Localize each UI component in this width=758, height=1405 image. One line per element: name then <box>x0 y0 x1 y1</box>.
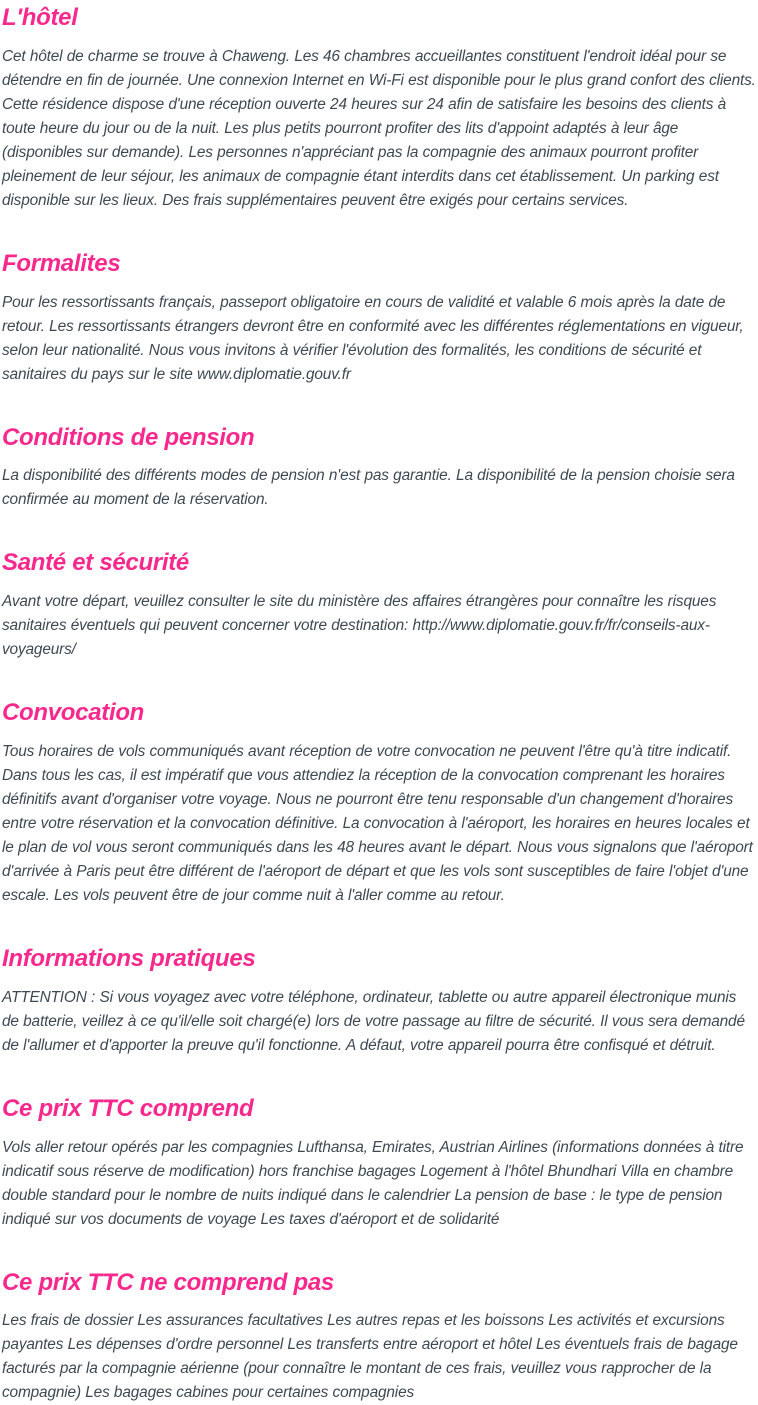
section-body-prix-ttc-ne-comprend-pas: Les frais de dossier Les assurances facultatives Les autres repas et les boissons Les activités et excursions payantes Les dépenses d'ordre personnel Les transferts entre aéroport et hôtel Les éventuels frais de bagage facturés par la compagnie aérienne (pour connaître le montant de ces frais, veuillez vous rapprocher de la compagnie) Les bagages cabines pour certaines compagnies <box>2 1312 738 1402</box>
section-heading-conditions-pension: Conditions de pension <box>2 423 255 451</box>
section-body-formalites: Pour les ressortissants français, passeport obligatoire en cours de validité et valable 6 mois après la date de retour. Les ressortissants étrangers devront être en conformité avec les différentes réglementations en vigueur, selon leur nationalité. Nous vous invitons à vérifier l'évolution des formalités, les conditions de sécurité et sanitaires du pays sur le site www.diplomatie.gouv.fr <box>2 293 744 383</box>
section-prix-ttc-ne-comprend-pas <box>2 1269 756 1405</box>
section-hotel <box>2 4 756 213</box>
section-formalites <box>2 250 756 387</box>
section-heading-hotel: L'hôtel <box>2 4 78 31</box>
section-heading-informations-pratiques: Informations pratiques <box>2 944 256 972</box>
section-heading-formalites: Formalites <box>2 249 121 277</box>
section-body-conditions-pension: La disponibilité des différents modes de pension n'est pas garantie. La disponibilité de la pension choisie sera confirmée au moment de la réservation. <box>2 467 735 509</box>
section-body-convocation: Tous horaires de vols communiqués avant réception de votre convocation ne peuvent l'être qu'à titre indicatif. Dans tous les cas, il est impératif que vous attendiez la réception de la convocation comprenant les horaires définitifs avant d'organiser votre voyage. Nous ne pourront être tenu responsable d'un changement d'horaires entre votre réservation et la convocation définitive. La convocation à l'aéroport, les horaires en heures locales et le plan de vol vous seront communiqués dans les 48 heures avant le départ. Nous vous signalons que l'aéroport d'arrivée à Paris peut être différent de l'aéroport de départ et que les vols sont susceptibles de faire l'objet d'une escale. Les vols peuvent être de jour comme nuit à l'aller comme au retour. <box>2 742 753 904</box>
section-body-informations-pratiques: ATTENTION : Si vous voyagez avec votre téléphone, ordinateur, tablette ou autre appareil électronique munis de batterie, veillez à ce qu'il/elle soit chargé(e) lors de votre passage au filtre de sécurité. Il vous sera demandé de l'allumer et d'apporter la preuve qu'il fonctionne. A défaut, votre appareil pourra être confisqué et détruit. <box>2 988 745 1054</box>
section-conditions-pension <box>2 424 756 513</box>
travel-info-page <box>2 4 756 1405</box>
section-body-sante-securite: Avant votre départ, veuillez consulter le site du ministère des affaires étrangères pour connaître les risques sanitaires éventuels qui peuvent concerner votre destination: http://www.diplomatie.gouv.fr/fr/conseils-aux-voyageurs/ <box>2 593 717 659</box>
section-body-prix-ttc-comprend: Vols aller retour opérés par les compagnies Lufthansa, Emirates, Austrian Airlines (informations données à titre indicatif sous réserve de modification) hors franchise bagages Logement à l'hôtel Bhundhari Villa en chambre double standard pour le nombre de nuits indiqué dans le calendrier La pension de base : le type de pension indiqué sur vos documents de voyage Les taxes d'aéroport et de solidarité <box>2 1138 744 1228</box>
section-convocation <box>2 699 756 908</box>
section-heading-prix-ttc-ne-comprend-pas: Ce prix TTC ne comprend pas <box>2 1268 334 1296</box>
section-heading-prix-ttc-comprend: Ce prix TTC comprend <box>2 1094 254 1122</box>
section-sante-securite <box>2 549 756 662</box>
section-informations-pratiques <box>2 945 756 1058</box>
section-heading-sante-securite: Santé et sécurité <box>2 549 189 577</box>
section-prix-ttc-comprend <box>2 1095 756 1232</box>
section-heading-convocation: Convocation <box>2 699 145 727</box>
section-body-hotel: Cet hôtel de charme se trouve à Chaweng. Les 46 chambres accueillantes constituent l'endroit idéal pour se détendre en fin de journée. Une connexion Internet en Wi-Fi est disponible pour le plus grand confort des clients. Cette résidence dispose d'une réception ouverte 24 heures sur 24 afin de satisfaire les besoins des clients à toute heure du jour ou de la nuit. Les plus petits pourront profiter des lits d'appoint adaptés à leur âge (disponibles sur demande). Les personnes n'appréciant pas la compagnie des animaux pourront profiter pleinement de leur séjour, les animaux de compagnie étant interdits dans cet établissement. Un parking est disponible sur les lieux. Des frais supplémentaires peuvent être exigés pour certains services. <box>2 47 756 209</box>
